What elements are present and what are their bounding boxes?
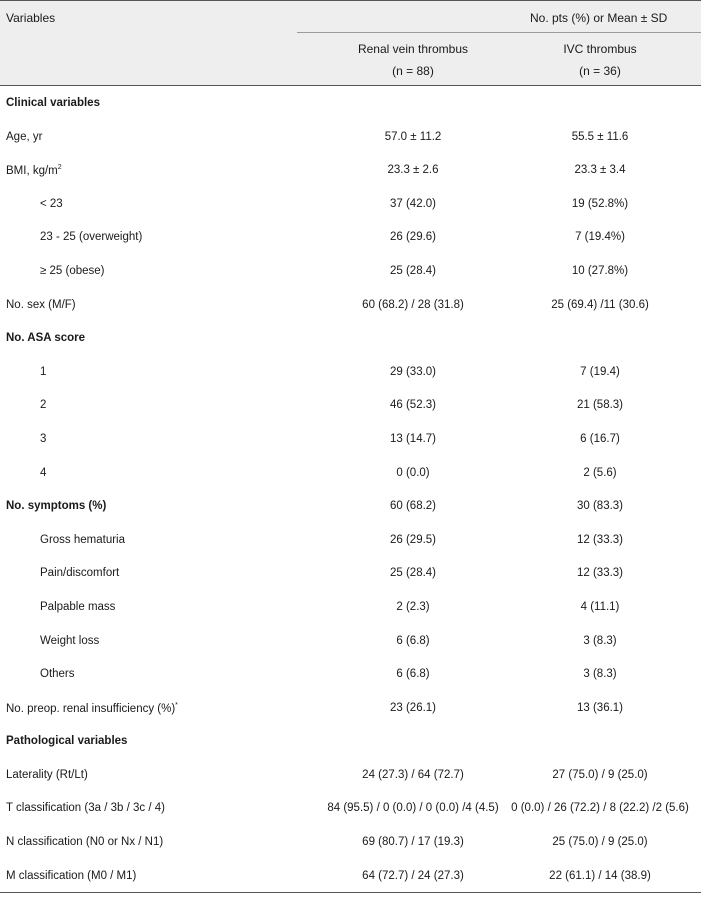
- table-row: [0, 456, 701, 490]
- renal-vein-value: 24 (27.3) / 64 (72.7): [362, 768, 464, 781]
- row-label-text: BMI, kg/m: [6, 165, 58, 178]
- row-label: [6, 836, 163, 848]
- table-row: [0, 590, 701, 624]
- row-label-text: Others: [40, 668, 75, 681]
- row-label: [40, 366, 46, 378]
- ivc-value: 4 (11.1): [580, 600, 620, 613]
- row-label-text: Pain/discomfort: [40, 567, 120, 580]
- table-row: [0, 624, 701, 658]
- col2-header-line1: IVC thrombus: [563, 42, 637, 56]
- table-row: [0, 724, 701, 758]
- row-label: [40, 399, 46, 411]
- row-label: [40, 265, 105, 277]
- row-label: [40, 635, 99, 647]
- row-label-text: M classification (M0 / M1): [6, 869, 137, 882]
- row-label: [6, 131, 42, 143]
- row-label: [6, 332, 85, 344]
- table-row: [0, 254, 701, 288]
- renal-vein-value: 37 (42.0): [389, 197, 437, 210]
- ivc-value: 7 (19.4%): [575, 231, 625, 244]
- row-label-text: T classification (3a / 3b / 3c / 4): [6, 802, 165, 815]
- group-header: No. pts (%) or Mean ± SD: [530, 11, 668, 25]
- row-label: [6, 97, 100, 109]
- row-label-text: Gross hematuria: [40, 533, 126, 546]
- col2-header-line2: (n = 36): [579, 64, 621, 78]
- row-label: [6, 500, 106, 512]
- variables-header: Variables: [6, 11, 56, 25]
- table-row: [0, 321, 701, 355]
- row-label: [40, 534, 125, 546]
- ivc-value: 3 (8.3): [583, 634, 617, 647]
- row-label-text: No. preop. renal insufficiency (%): [6, 702, 176, 715]
- renal-vein-value: 13 (14.7): [389, 432, 437, 445]
- ivc-value: 25 (69.4) /11 (30.6): [551, 298, 649, 311]
- row-label-text: 23 - 25 (overweight): [40, 231, 143, 244]
- ivc-value: 0 (0.0) / 26 (72.2) / 8 (22.2) /2 (5.6): [511, 802, 689, 815]
- table-body: [0, 86, 701, 892]
- ivc-value: 6 (16.7): [580, 432, 620, 445]
- row-label: [40, 231, 142, 243]
- row-label-text: No. sex (M/F): [6, 298, 76, 311]
- ivc-value: 12 (33.3): [576, 567, 624, 580]
- row-label-text: 2: [40, 399, 47, 412]
- renal-vein-value: 26 (29.5): [389, 533, 437, 546]
- table-row: [0, 825, 701, 859]
- row-label-text: ≥ 25 (obese): [40, 264, 105, 277]
- ivc-value: 3 (8.3): [583, 668, 617, 681]
- table-row: [0, 187, 701, 221]
- table-row: [0, 422, 701, 456]
- row-label-text: Pathological variables: [6, 735, 128, 748]
- ivc-value: 23.3 ± 3.4: [574, 164, 626, 177]
- table-row: [0, 120, 701, 154]
- renal-vein-value: 2 (2.3): [396, 600, 430, 613]
- row-label: [6, 702, 178, 715]
- table-row: [0, 523, 701, 557]
- ivc-value: 10 (27.8%): [571, 264, 629, 277]
- row-label: [40, 198, 63, 210]
- ivc-value: 12 (33.3): [576, 533, 624, 546]
- row-label-text: No. ASA score: [6, 332, 86, 345]
- row-label-text: Laterality (Rt/Lt): [6, 768, 88, 781]
- renal-vein-value: 26 (29.6): [389, 231, 437, 244]
- renal-vein-value: 6 (6.8): [396, 668, 430, 681]
- table-row: [0, 791, 701, 825]
- col1-header-line2: (n = 88): [392, 64, 434, 78]
- renal-vein-value: 25 (28.4): [389, 567, 437, 580]
- row-label: [6, 164, 62, 177]
- ivc-value: 55.5 ± 11.6: [571, 130, 629, 143]
- renal-vein-value: 23 (26.1): [389, 701, 437, 714]
- renal-vein-value: 57.0 ± 11.2: [384, 130, 442, 143]
- table-row: [0, 556, 701, 590]
- ivc-value: 25 (75.0) / 9 (25.0): [552, 836, 648, 849]
- renal-vein-value: 64 (72.7) / 24 (27.3): [362, 869, 464, 882]
- renal-vein-value: 84 (95.5) / 0 (0.0) / 0 (0.0) /4 (4.5): [327, 802, 499, 815]
- table-row: [0, 288, 701, 322]
- renal-vein-value: 46 (52.3): [389, 399, 437, 412]
- row-label-text: 4: [40, 466, 47, 479]
- row-label: [40, 433, 46, 445]
- row-label: [6, 299, 76, 311]
- row-label: [6, 870, 136, 882]
- ivc-value: 27 (75.0) / 9 (25.0): [552, 768, 648, 781]
- row-label-text: N classification (N0 or Nx / N1): [6, 836, 164, 849]
- renal-vein-value: 0 (0.0): [396, 466, 430, 479]
- row-label: [40, 567, 119, 579]
- renal-vein-value: 60 (68.2): [389, 500, 437, 513]
- table-bottom-rule: [0, 892, 701, 893]
- row-label-text: 3: [40, 432, 47, 445]
- table-row: [0, 691, 701, 725]
- ivc-value: 19 (52.8%): [571, 197, 629, 210]
- ivc-value: 13 (36.1): [576, 701, 624, 714]
- table-row: [0, 86, 701, 120]
- table-row: [0, 859, 701, 893]
- table-row: [0, 355, 701, 389]
- table-row: [0, 758, 701, 792]
- row-label-text: Age, yr: [6, 130, 43, 143]
- table-row: [0, 220, 701, 254]
- table-row: [0, 657, 701, 691]
- renal-vein-value: 25 (28.4): [389, 264, 437, 277]
- row-label: [40, 601, 115, 613]
- row-label-text: Weight loss: [40, 634, 100, 647]
- row-label-superscript: 2: [57, 164, 62, 172]
- row-label: [40, 467, 46, 479]
- table-header: [0, 0, 701, 86]
- renal-vein-value: 69 (80.7) / 17 (19.3): [362, 836, 464, 849]
- renal-vein-value: 23.3 ± 2.6: [387, 164, 439, 177]
- ivc-value: 7 (19.4): [580, 365, 620, 378]
- row-label: [6, 802, 165, 814]
- renal-vein-value: 29 (33.0): [389, 365, 437, 378]
- ivc-value: 22 (61.1) / 14 (38.9): [549, 869, 651, 882]
- header-divider: [297, 32, 701, 33]
- table-row: [0, 388, 701, 422]
- renal-vein-value: 60 (68.2) / 28 (31.8): [362, 298, 464, 311]
- table-row: [0, 489, 701, 523]
- ivc-value: 2 (5.6): [583, 466, 617, 479]
- table-row: [0, 153, 701, 187]
- row-label: [6, 735, 127, 747]
- col1-header-line1: Renal vein thrombus: [357, 42, 469, 56]
- renal-vein-value: 6 (6.8): [396, 634, 430, 647]
- row-label-superscript: *: [175, 701, 178, 709]
- row-label-text: 1: [40, 365, 47, 378]
- row-label-text: No. symptoms (%): [6, 500, 107, 513]
- row-label-text: Clinical variables: [6, 97, 100, 109]
- ivc-value: 21 (58.3): [576, 399, 624, 412]
- row-label: [40, 668, 75, 680]
- row-label: [6, 769, 88, 781]
- ivc-value: 30 (83.3): [576, 500, 624, 513]
- row-label-text: < 23: [40, 197, 63, 210]
- row-label-text: Palpable mass: [40, 600, 116, 613]
